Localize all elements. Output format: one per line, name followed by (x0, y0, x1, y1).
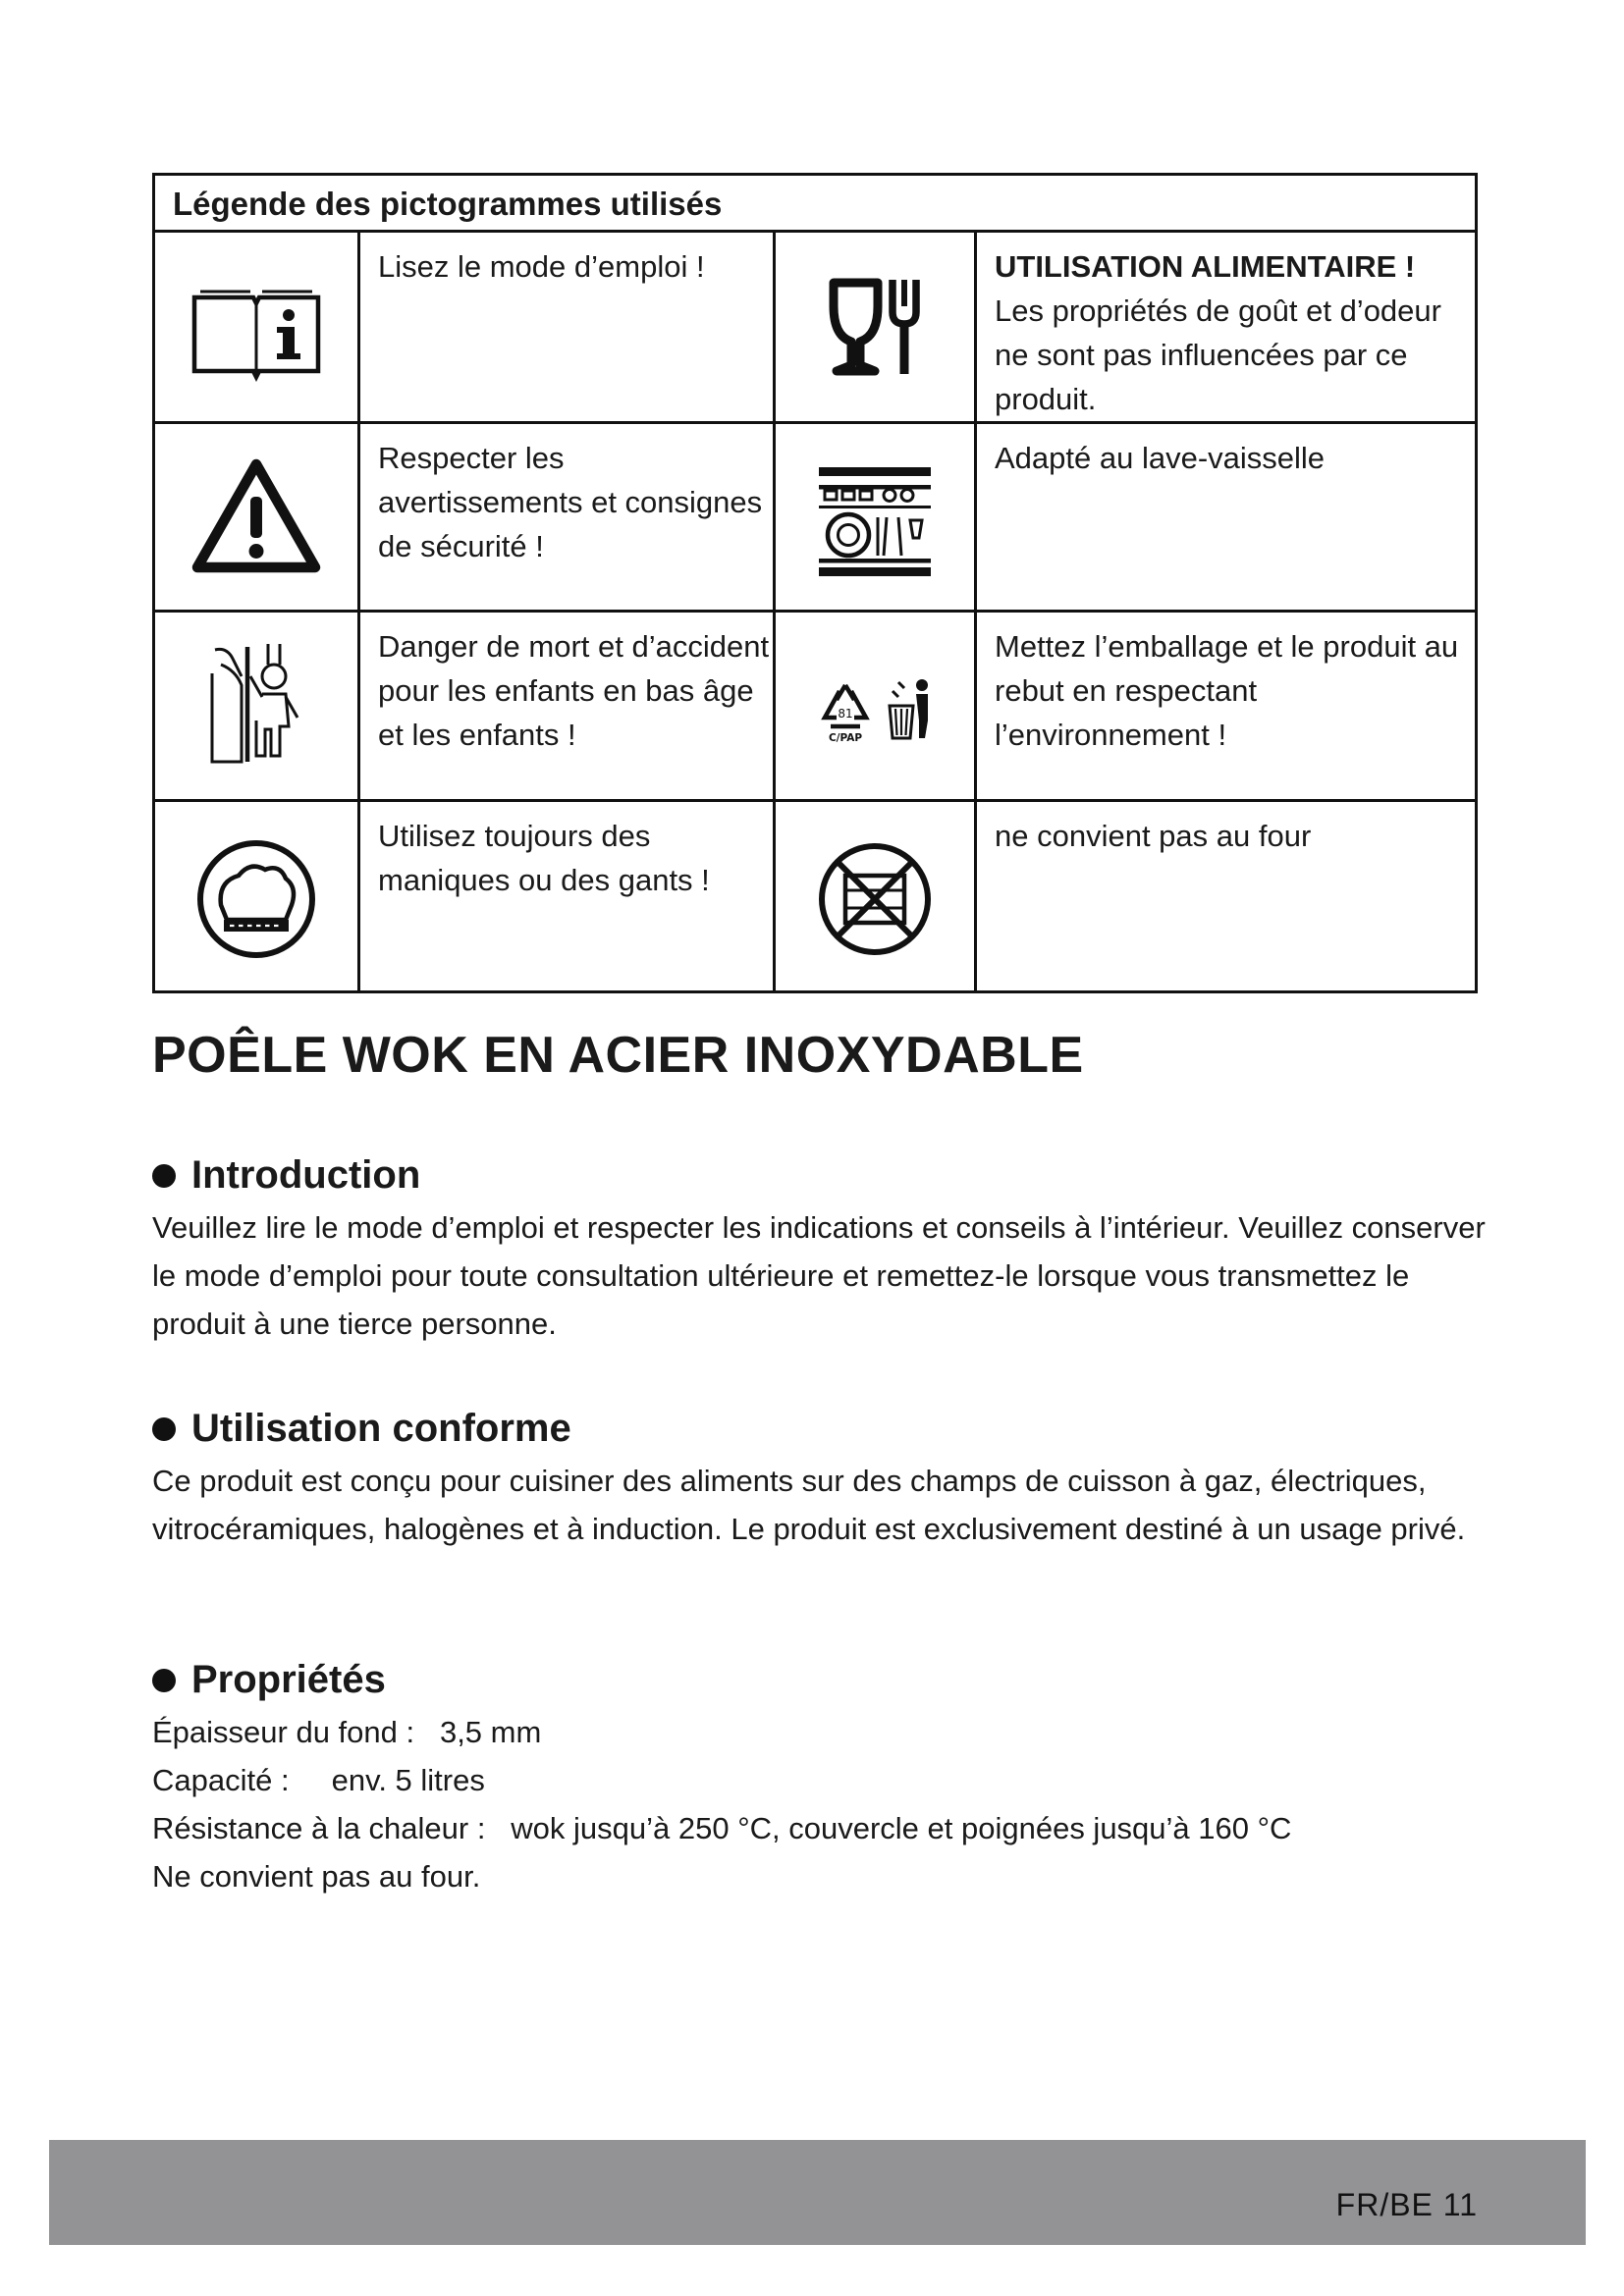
food-safe-icon (776, 233, 977, 424)
legend-title: Légende des pictogrammes utilisés (155, 176, 1475, 233)
property-capacity: Capacité : env. 5 litres (152, 1763, 485, 1797)
page-title: POÊLE WOK EN ACIER INOXYDABLE (152, 1027, 1084, 1084)
legend-text-dishwasher: Adapté au lave-vaisselle (977, 424, 1475, 613)
oven-glove-icon (155, 802, 360, 990)
legend-text-manual: Lisez le mode d’emploi ! (360, 233, 776, 424)
legend-text-no-oven: ne convient pas au four (995, 818, 1312, 853)
dishwasher-icon (776, 424, 977, 613)
introduction-body: Veuillez lire le mode d’emploi et respecter les indications et conseils à l’intérieur. Veuillez conserver le mode d’emploi pour toute consultation ultérieure et remettez-le lorsque vous transmettez le produit à une tierce personne. (152, 1210, 1486, 1341)
warning-icon (155, 424, 360, 613)
usage-heading (152, 1407, 1488, 1451)
legend-text-child-danger: Danger de mort et d’accident pour les enfants en bas âge et les enfants ! (360, 613, 776, 801)
recycle-code-label: 81 (838, 706, 853, 721)
child-danger-icon (155, 613, 360, 801)
legend-text-food-safe (977, 233, 1475, 424)
food-safe-heading: UTILISATION ALIMENTAIRE ! (995, 249, 1416, 284)
bullet-icon (152, 1164, 176, 1188)
property-oven: Ne convient pas au four. (152, 1859, 481, 1894)
no-oven-icon (776, 802, 977, 990)
recycle-material-label: C/PAP (828, 731, 863, 744)
property-heat-resistance: Résistance à la chaleur : wok jusqu’à 250 °C, couvercle et poignées jusqu’à 160 °C (152, 1811, 1292, 1845)
footer-bar (49, 2140, 1586, 2245)
properties-heading (152, 1658, 1488, 1702)
bullet-icon (152, 1417, 176, 1441)
introduction-heading (152, 1153, 1488, 1198)
property-thickness: Épaisseur du fond : 3,5 mm (152, 1715, 542, 1749)
pictogram-legend-table (152, 173, 1478, 993)
recycle-icon (776, 613, 977, 801)
introduction-section (152, 1153, 1488, 1348)
legend-text-recycle: Mettez l’emballage et le produit au rebut en respectant l’environnement ! (977, 613, 1475, 801)
usage-heading-text: Utilisation conforme (191, 1407, 571, 1450)
bullet-icon (152, 1669, 176, 1692)
usage-section (152, 1407, 1488, 1553)
legend-text-oven-glove: Utilisez toujours des maniques ou des gants ! (360, 802, 776, 990)
introduction-heading-text: Introduction (191, 1153, 421, 1197)
legend-text-warning: Respecter les avertissements et consignes de sécurité ! (360, 424, 776, 613)
properties-section (152, 1658, 1488, 1900)
page-number: FR/BE 11 (1335, 2187, 1478, 2222)
food-safe-description: Les propriétés de goût et d’odeur ne sont pas influencées par ce produit. (995, 294, 1441, 416)
usage-body: Ce produit est conçu pour cuisiner des aliments sur des champs de cuisson à gaz, électriques, vitrocéramiques, halogènes et à induction. Le produit est exclusivement destiné à un usage privé. (152, 1464, 1466, 1546)
properties-heading-text: Propriétés (191, 1658, 386, 1701)
manual-icon (155, 233, 360, 424)
